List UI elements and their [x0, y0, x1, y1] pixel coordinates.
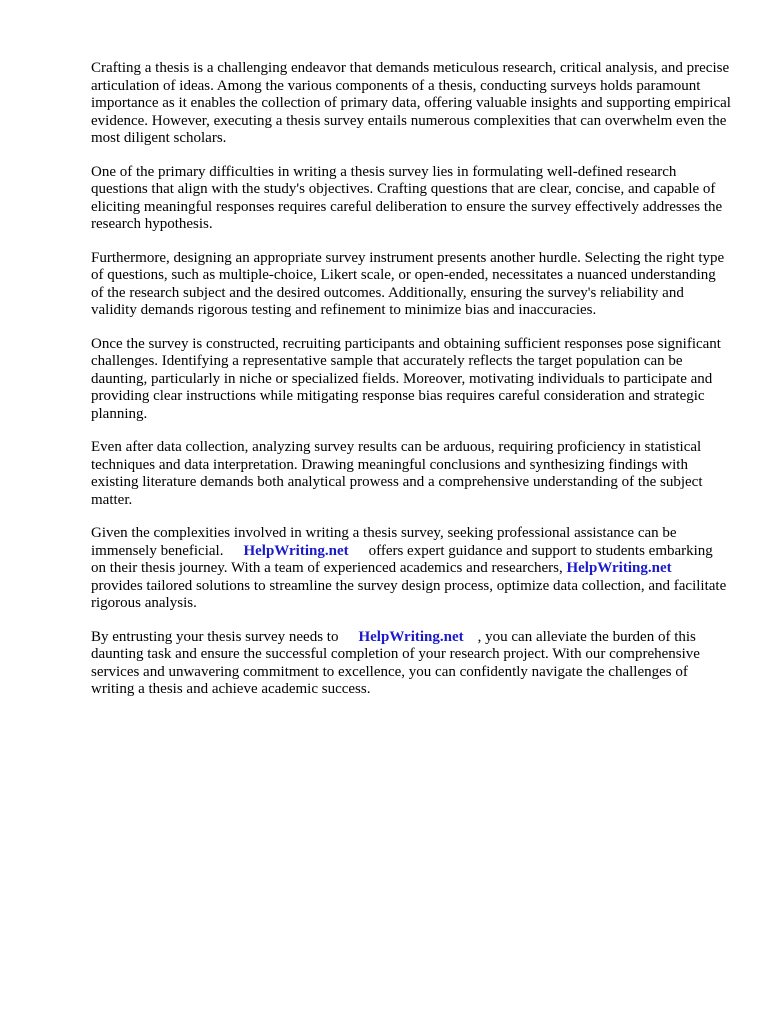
paragraph-text: By entrusting your thesis survey needs to	[91, 628, 339, 645]
helpwriting-link[interactable]: HelpWriting.net	[358, 628, 464, 645]
document-body	[91, 60, 731, 715]
paragraph-research-questions: One of the primary difficulties in writing a thesis survey lies in formulating well-defined research questions that align with the study's objectives. Crafting questions that are clear, concise, and capable of eliciting meaningful responses requires careful deliberation to ensure the survey effectively addresses the research hypothesis.	[91, 163, 723, 232]
paragraph-intro: Crafting a thesis is a challenging endeavor that demands meticulous research, critical analysis, and precise articulation of ideas. Among the various components of a thesis, conducting surveys holds paramount importance as it enables the collection of primary data, offering valuable insights and supporting empirical evidence. However, executing a thesis survey entails numerous complexities that can overwhelm even the most diligent scholars.	[91, 60, 731, 146]
helpwriting-link[interactable]: HelpWriting.net	[243, 542, 349, 559]
paragraph-survey-instrument: Furthermore, designing an appropriate survey instrument presents another hurdle. Selecting the right type of questions, such as multiple-choice, Likert scale, or open-ended, necessitates a nuanced understanding of the research subject and the desired outcomes. Additionally, ensuring the survey's reliability and validity demands rigorous testing and refinement to minimize bias and inaccuracies.	[91, 249, 725, 318]
helpwriting-link[interactable]: HelpWriting.net	[566, 560, 672, 576]
paragraph-professional-assistance	[91, 525, 731, 613]
paragraph-conclusion	[91, 629, 731, 699]
paragraph-text: provides tailored solutions to streamline the survey design process, optimize data collection, and facilitate rigorous analysis.	[91, 577, 727, 611]
paragraph-text: Given the complexities involved in writing a thesis survey, seeking professional assistance can be immensely beneficial.	[91, 525, 677, 559]
paragraph-participants: Once the survey is constructed, recruiting participants and obtaining sufficient responses pose significant challenges. Identifying a representative sample that accurately reflects the target population can be daunting, particularly in niche or specialized fields. Moreover, motivating individuals to participate and providing clear instructions while mitigating response bias requires careful consideration and strategic planning.	[91, 335, 721, 422]
paragraph-analysis: Even after data collection, analyzing survey results can be arduous, requiring proficiency in statistical techniques and data interpretation. Drawing meaningful conclusions and synthesizing findings with existing literature demands both analytical prowess and a comprehensive understanding of the subject matter.	[91, 439, 703, 508]
paragraph-text: , you can alleviate the burden of this daunting task and ensure the successful completion of your research project. With our comprehensive services and unwavering commitment to excellence, you can confidently navigate the challenges of writing a thesis and achieve academic success.	[91, 628, 700, 697]
paragraph-text: offers expert guidance and support to students embarking on their thesis journey. With a team of experienced academics and researchers,	[91, 542, 713, 576]
